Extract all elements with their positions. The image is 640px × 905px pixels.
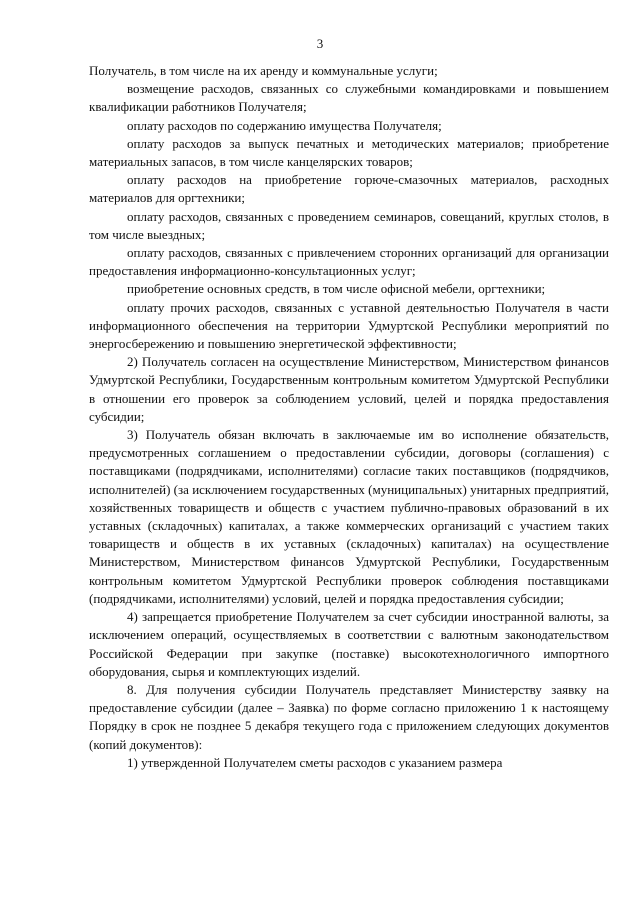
paragraph: 1) утвержденной Получателем сметы расходов с указанием размера xyxy=(127,754,503,770)
paragraph: Получатель, в том числе на их аренду и коммунальные услуги; xyxy=(89,63,438,78)
paragraph: 3) Получатель обязан включать в заключаемые им во исполнение обязательств, предусмотренных соглашением о предоставлении субсидии, договоры (соглашения) с поставщиками (подрядчиками, исполнителями) согласие таких поставщиков (подрядчиков, исполнителей) (за исключением государственных (муниципальных) унитарных предприятий, хозяйственных товариществ и обществ с участием публично-правовых образований в их уставных (складочных) капиталах, а также коммерческих организаций с участием таких товариществ и обществ в их уставных (складочных) капиталах) на осуществление Министерством, Министерством финансов Удмуртской Республики, Государственным контрольным комитетом Удмуртской Республики проверок соблюдения поставщиками (подрядчиками, исполнителями) условий, целей и порядка предоставления субсидии; xyxy=(89,427,609,606)
paragraph: оплату расходов, связанных с привлечением сторонних организаций для организации предоставления информационно-консультационных услуг; xyxy=(89,245,609,279)
paragraph: приобретение основных средств, в том числе офисной мебели, оргтехники; xyxy=(127,281,546,297)
document-body xyxy=(89,62,609,772)
paragraph: оплату расходов, связанных с проведением семинаров, совещаний, круглых столов, в том числе выездных; xyxy=(89,208,609,242)
paragraph: оплату расходов по содержанию имущества Получателя; xyxy=(127,117,442,133)
page-number: 3 xyxy=(316,36,324,51)
paragraph: возмещение расходов, связанных со служебными командировками и повышением квалификации работников Получателя; xyxy=(89,81,609,115)
paragraph: оплату прочих расходов, связанных с уставной деятельностью Получателя в части информационного обеспечения на территории Удмуртской Республики мероприятий по энергосбережению и повышению энергетической эффективности; xyxy=(89,299,609,352)
paragraph: 2) Получатель согласен на осуществление Министерством, Министерством финансов Удмуртской Республики, Государственным контрольным комитетом Удмуртской Республики в отношении его проверок за соблюдением условий, целей и порядка предоставления субсидии; xyxy=(89,354,609,424)
paragraph: 4) запрещается приобретение Получателем за счет субсидии иностранной валюты, за исключением операций, осуществляемых в соответствии с валютным законодательством Российской Федерации при закупке (поставке) высокотехнологичного импортного оборудования, сырья и комплектующих изделий. xyxy=(89,609,609,679)
paragraph: оплату расходов за выпуск печатных и методических материалов; приобретение материальных запасов, в том числе канцелярских товаров; xyxy=(89,135,609,170)
paragraph: 8. Для получения субсидии Получатель представляет Министерству заявку на предоставление субсидии (далее – Заявка) по форме согласно приложению 1 к настоящему Порядку в срок не позднее 5 декабря текущего года с приложением следующих документов (копий документов): xyxy=(89,681,609,752)
paragraph: оплату расходов на приобретение горюче-смазочных материалов, расходных материалов для оргтехники; xyxy=(89,172,609,206)
